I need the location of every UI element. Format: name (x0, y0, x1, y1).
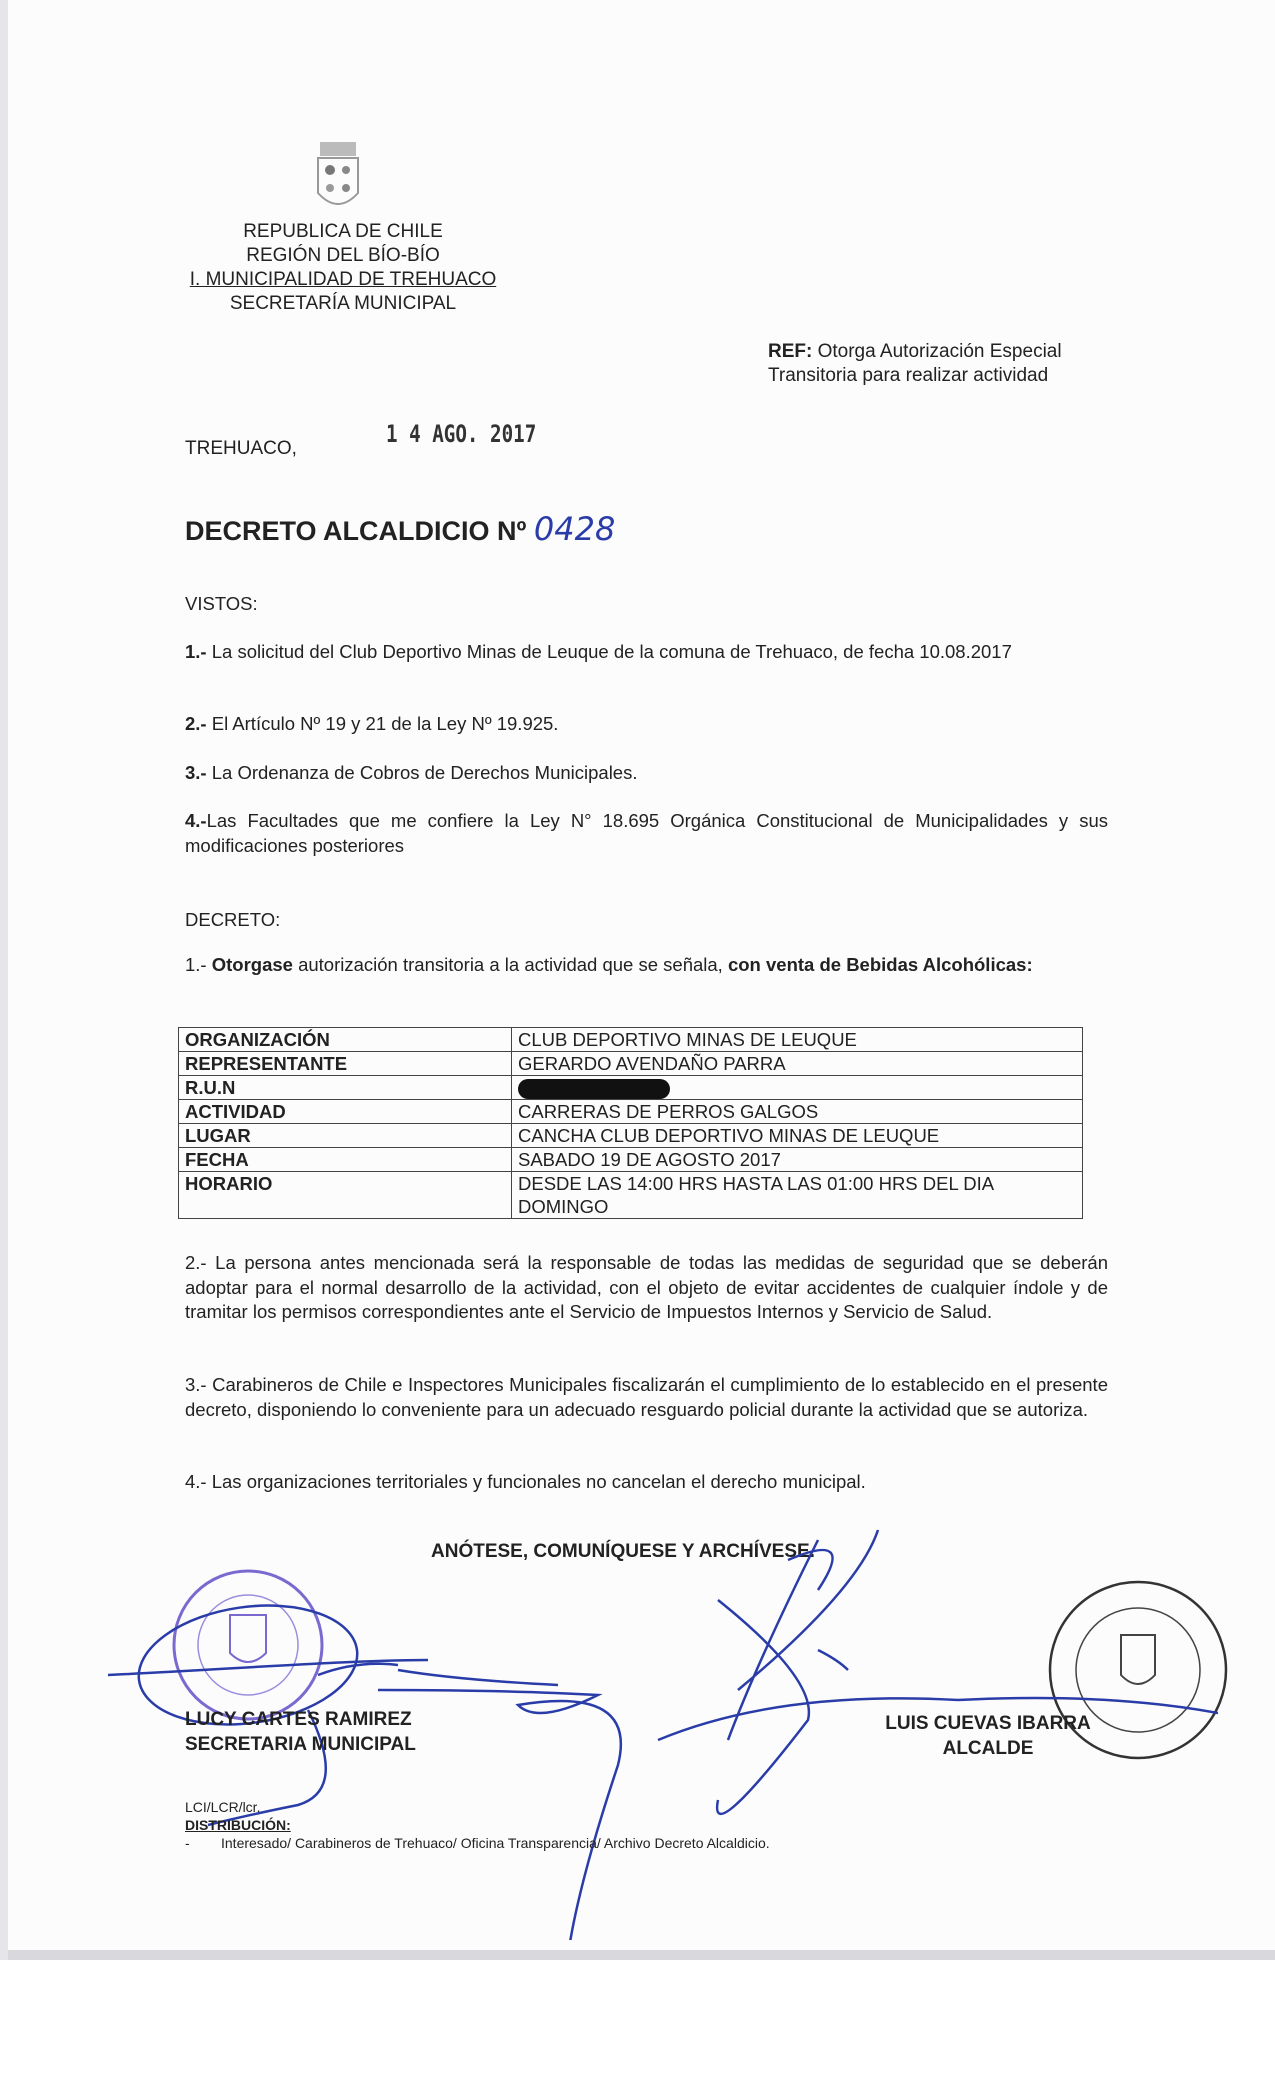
mayor-title: ALCALDE (942, 1738, 1034, 1759)
vistos-heading: VISTOS: (185, 593, 258, 614)
vistos-item-2: 2.- El Artículo Nº 19 y 21 de la Ley Nº 19.925. (185, 713, 559, 734)
letterhead (158, 220, 528, 316)
table-row: LUGAR CANCHA CLUB DEPORTIVO MINAS DE LEUQUE (179, 1124, 1083, 1148)
header-municipality: I. MUNICIPALIDAD DE TREHUACO (189, 269, 497, 290)
header-country: REPUBLICA DE CHILE (243, 221, 443, 242)
ref-line2: Transitoria para realizar actividad (768, 365, 1049, 386)
redacted-run (518, 1079, 670, 1099)
ref-line1: Otorga Autorización Especial (817, 341, 1062, 362)
footer (185, 1798, 770, 1852)
decreto-point-3: 3.- Carabineros de Chile e Inspectores Municipales fiscalizarán el cumplimiento de lo establecido en el presente decreto, disponiendo lo conveniente para un adecuado resguardo policial durante la actividad que se autoriza. (185, 1374, 1108, 1420)
decreto-point-4: 4.- Las organizaciones territoriales y funcionales no cancelan el derecho municipal. (185, 1471, 866, 1492)
vistos-item-4: 4.-Las Facultades que me confiere la Ley N° 18.695 Orgánica Constitucional de Municipalidades y sus modificaciones posteriores (185, 810, 1108, 856)
secretary-signature-block (185, 1707, 416, 1757)
decree-title-text: DECRETO ALCALDICIO Nº (185, 516, 527, 546)
place: TREHUACO, (185, 438, 297, 459)
activity-details-table (178, 1027, 1083, 1219)
ref-label: REF: (768, 341, 813, 362)
decreto-point-2: 2.- La persona antes mencionada será la responsable de todas las medidas de seguridad que se deberán adoptar para el normal desarrollo de la actividad, con el objeto de evitar accidentes de cualquier índole y de tramitar los permisos correspondientes ante el Servicio de Impuestos Internos y Servicio de Salud. (185, 1252, 1108, 1322)
coat-of-arms-icon (308, 140, 368, 215)
distribution-list: - Interesado/ Carabineros de Trehuaco/ Oficina Transparencia/ Archivo Decreto Alcaldicio. (185, 1835, 770, 1851)
decreto-heading: DECRETO: (185, 909, 281, 930)
mayor-signature-block (868, 1711, 1108, 1761)
vistos-item-3: 3.- La Ordenanza de Cobros de Derechos Municipales. (185, 762, 638, 783)
date-stamp: 1 4 AGO. 2017 (386, 420, 537, 448)
table-row: HORARIO DESDE LAS 14:00 HRS HASTA LAS 01:00 HRS DEL DIA DOMINGO (179, 1172, 1083, 1219)
closing-formula: ANÓTESE, COMUNÍQUESE Y ARCHÍVESE. (431, 1541, 815, 1562)
table-row: ORGANIZACIÓN CLUB DEPORTIVO MINAS DE LEUQUE (179, 1028, 1083, 1052)
vistos-item-1: 1.- La solicitud del Club Deportivo Minas de Leuque de la comuna de Trehuaco, de fecha 10.08.2017 (185, 641, 1012, 662)
table-row: R.U.N (179, 1076, 1083, 1100)
distribution-heading: DISTRIBUCIÓN: (185, 1817, 291, 1833)
mayor-name: LUIS CUEVAS IBARRA (885, 1713, 1091, 1734)
table-row: FECHA SABADO 19 DE AGOSTO 2017 (179, 1148, 1083, 1172)
decreto-point-1: 1.- Otorgase autorización transitoria a la actividad que se señala, con venta de Bebidas Alcohólicas: (185, 954, 1033, 975)
secretary-title: SECRETARIA MUNICIPAL (185, 1734, 416, 1755)
initials: LCI/LCR/lcr. (185, 1799, 261, 1815)
reference (768, 340, 1062, 388)
header-region: REGIÓN DEL BÍO-BÍO (246, 245, 440, 266)
table-row: REPRESENTANTE GERARDO AVENDAÑO PARRA (179, 1052, 1083, 1076)
secretary-name: LUCY CARTES RAMIREZ (185, 1709, 412, 1730)
header-department: SECRETARÍA MUNICIPAL (229, 293, 457, 314)
decree-number-handwritten: 0428 (533, 510, 616, 548)
decree-title (185, 510, 615, 548)
table-row: ACTIVIDAD CARRERAS DE PERROS GALGOS (179, 1100, 1083, 1124)
